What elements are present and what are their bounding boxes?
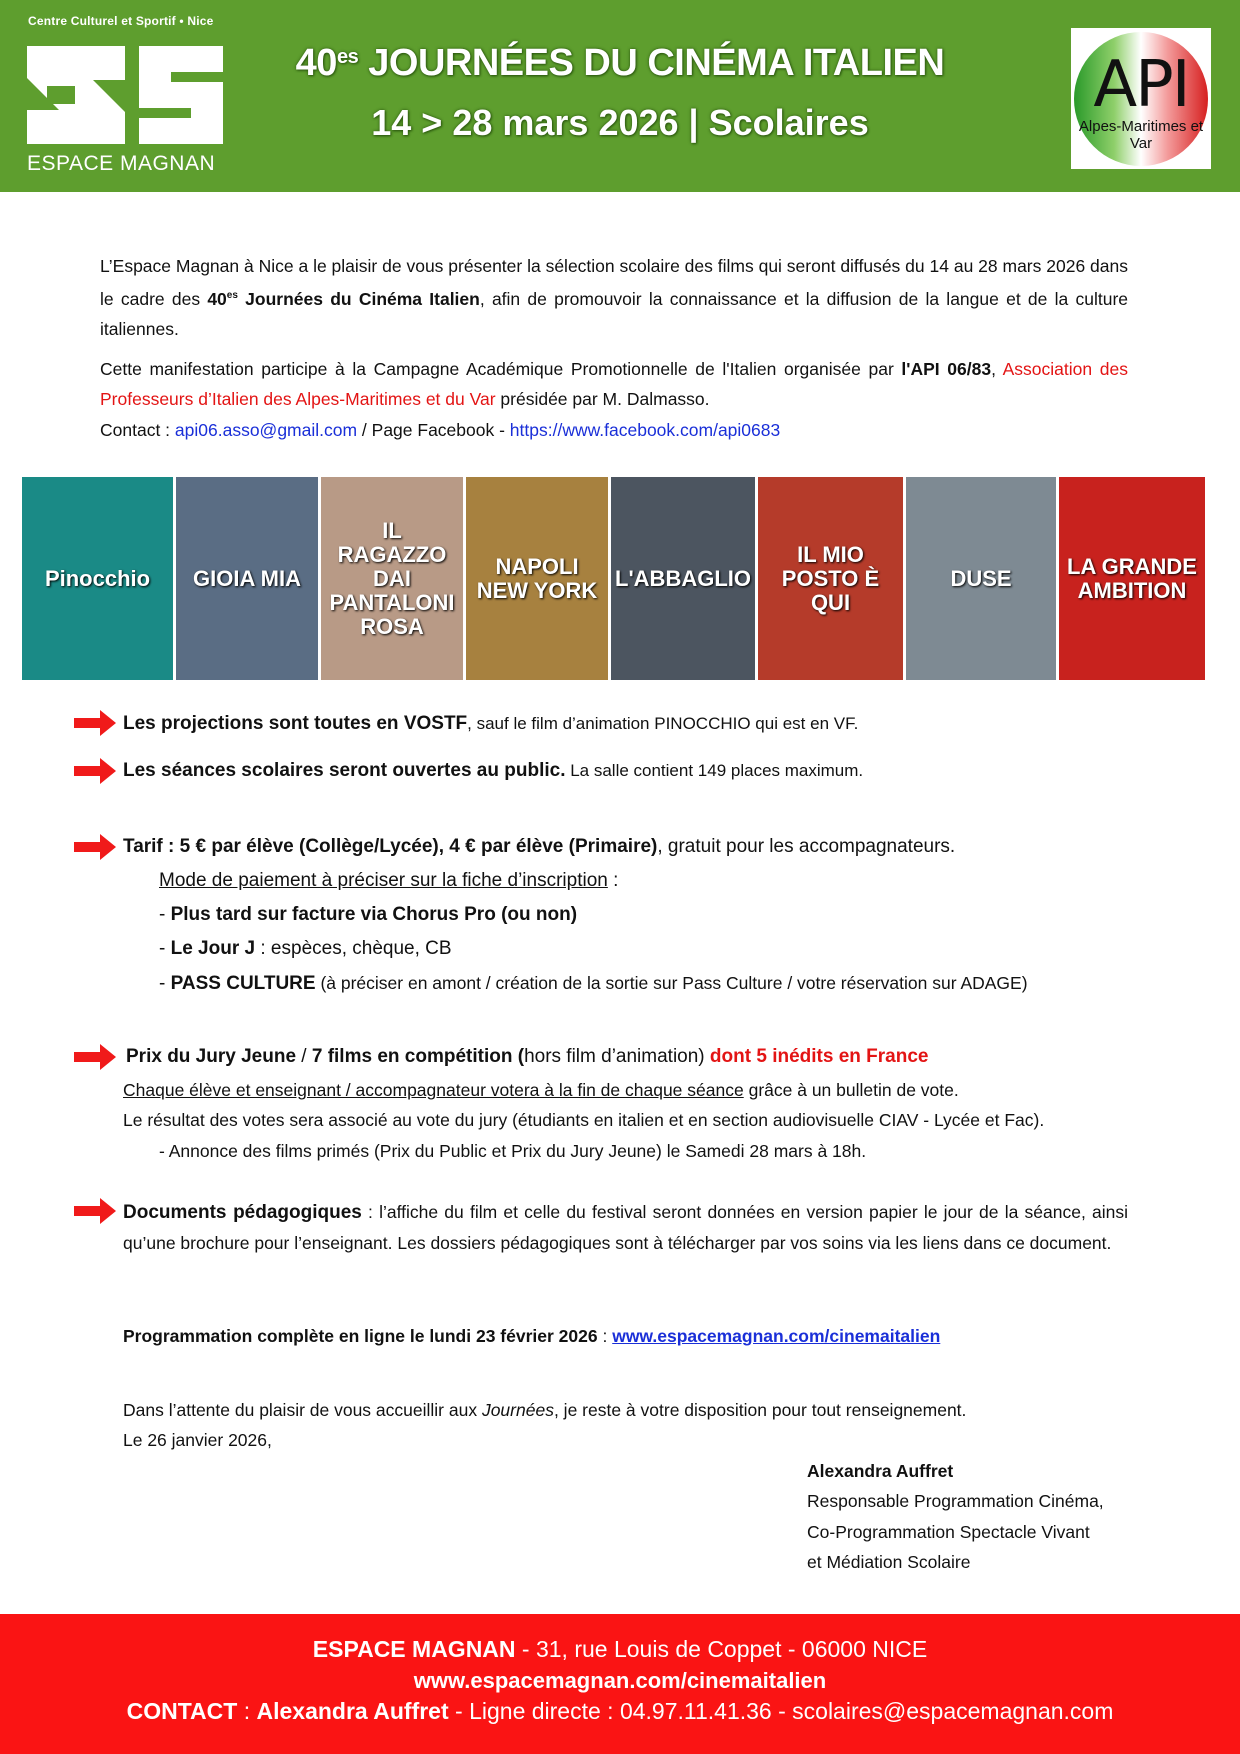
payment-option-day: - Le Jour J : espèces, chèque, CB: [159, 938, 452, 959]
red-arrow-icon: [74, 1198, 116, 1224]
footer-banner: [0, 1614, 1240, 1754]
header-banner: [0, 0, 1240, 192]
contact-line: Contact : api06.asso@gmail.com / Page Facebook - https://www.facebook.com/api0683: [100, 420, 781, 440]
poster-duse: DUSE: [906, 477, 1056, 680]
programmation-line: Programmation complète en ligne le lundi 23 février 2026 : www.espacemagnan.com/cinemaitalien: [123, 1326, 941, 1346]
poster-il-mio-posto: IL MIO POSTO È QUI: [758, 477, 903, 680]
poster-pinocchio: Pinocchio: [22, 477, 173, 680]
footer-address: ESPACE MAGNAN - 31, rue Louis de Coppet - 06000 NICE: [312, 1636, 928, 1662]
api-logo: [1071, 28, 1211, 169]
programmation-link[interactable]: www.espacemagnan.com/cinemaitalien: [612, 1326, 941, 1346]
poster-grande-ambition: LA GRANDE AMBITION: [1059, 477, 1205, 680]
facebook-link[interactable]: https://www.facebook.com/api0683: [509, 420, 781, 440]
poster-napoli-new-york: NAPOLI NEW YORK: [466, 477, 608, 680]
api-logo-text: API: [1093, 48, 1189, 122]
signature-role-1: Responsable Programmation Cinéma,: [807, 1491, 1104, 1511]
espace-magnan-logo-icon: [27, 46, 223, 144]
film-posters-strip: [22, 477, 1205, 680]
poster-ragazzo-pantaloni-rosa: IL RAGAZZO DAI PANTALONI ROSA: [321, 477, 463, 680]
api-logo-subtitle: Alpes-Maritimes et Var: [1078, 118, 1204, 152]
contact-email-link[interactable]: api06.asso@gmail.com: [174, 420, 358, 440]
brand-tagline: Centre Culturel et Sportif • Nice: [28, 14, 214, 28]
signature-name: Alexandra Auffret: [807, 1461, 954, 1481]
brand-name: ESPACE MAGNAN: [27, 152, 216, 175]
bullet-jury: Prix du Jury Jeune / 7 films en compétition (hors film d’animation) dont 5 inédits en France: [126, 1046, 929, 1067]
campaign-paragraph: Cette manifestation participe à la Campagne Académique Promotionnelle de l'Italien organisée par l'API 06/83, Association des Professeurs d’Italien des Alpes-Maritimes et du Var présidée par M. Dalmasso.: [100, 359, 1128, 409]
payment-option-invoice: - Plus tard sur facture via Chorus Pro (ou non): [159, 904, 578, 925]
poster-abbaglio: L'ABBAGLIO: [611, 477, 755, 680]
red-arrow-icon: [74, 1044, 116, 1070]
vote-line-2: Le résultat des votes sera associé au vote du jury (étudiants en italien et en section audiovisuelle CIAV - Lycée et Fac).: [123, 1110, 1045, 1130]
closing-line: Dans l’attente du plaisir de vous accueillir aux Journées, je reste à votre disposition pour tout renseignement.: [123, 1400, 967, 1420]
bullet-vostf: Les projections sont toutes en VOSTF, sauf le film d’animation PINOCCHIO qui est en VF.: [123, 713, 859, 734]
vote-line-3: - Annonce des films primés (Prix du Public et Prix du Jury Jeune) le Samedi 28 mars à 18h.: [159, 1141, 867, 1161]
page-title: $40^{es}$ JOURNÉES DU CINÉMA ITALIEN: [295, 42, 945, 84]
footer-contact: CONTACT : Alexandra Auffret - Ligne directe : 04.97.11.41.36 - scolaires@espacemagnan.com: [126, 1698, 1114, 1724]
bullet-public: Les séances scolaires seront ouvertes au public. La salle contient 149 places maximum.: [123, 760, 864, 781]
footer-website-link[interactable]: www.espacemagnan.com/cinemaitalien: [413, 1668, 827, 1693]
bullet-tarif: Tarif : 5 € par élève (Collège/Lycée), 4 € par élève (Primaire), gratuit pour les accompagnateurs.: [123, 836, 956, 857]
payment-option-pass-culture: - PASS CULTURE (à préciser en amont / création de la sortie sur Pass Culture / votre réservation sur ADAGE): [159, 973, 1028, 994]
poster-gioia-mia: GIOIA MIA: [176, 477, 318, 680]
vote-line-1: Chaque élève et enseignant / accompagnateur votera à la fin de chaque séance grâce à un bulletin de vote.: [123, 1080, 959, 1100]
payment-heading: Mode de paiement à préciser sur la fiche d’inscription :: [159, 870, 619, 891]
red-arrow-icon: [74, 758, 116, 784]
red-arrow-icon: [74, 710, 116, 736]
intro-paragraph: L’Espace Magnan à Nice a le plaisir de vous présenter la sélection scolaire des films qui seront diffusés du 14 au 28 mars 2026 dans le cadre des $40^{es}$ Journées du Cinéma Italien, afin de promouvoir la connaissance et la diffusion de la langue et de la culture italiennes.: [100, 256, 1129, 339]
signature-role-3: et Médiation Scolaire: [807, 1552, 971, 1572]
bullet-documents: Documents pédagogiques : l’affiche du film et celle du festival seront données en version papier le jour de la séance, ainsi qu’une brochure pour l’enseignant. Les dossiers pédagogiques sont à télécharger par vos soins via les liens dans ce document.: [123, 1202, 1128, 1253]
page-subtitle: 14 > 28 mars 2026 | Scolaires: [371, 102, 869, 143]
red-arrow-icon: [74, 834, 116, 860]
signature-role-2: Co-Programmation Spectacle Vivant: [807, 1522, 1090, 1542]
closing-date: Le 26 janvier 2026,: [123, 1430, 272, 1450]
